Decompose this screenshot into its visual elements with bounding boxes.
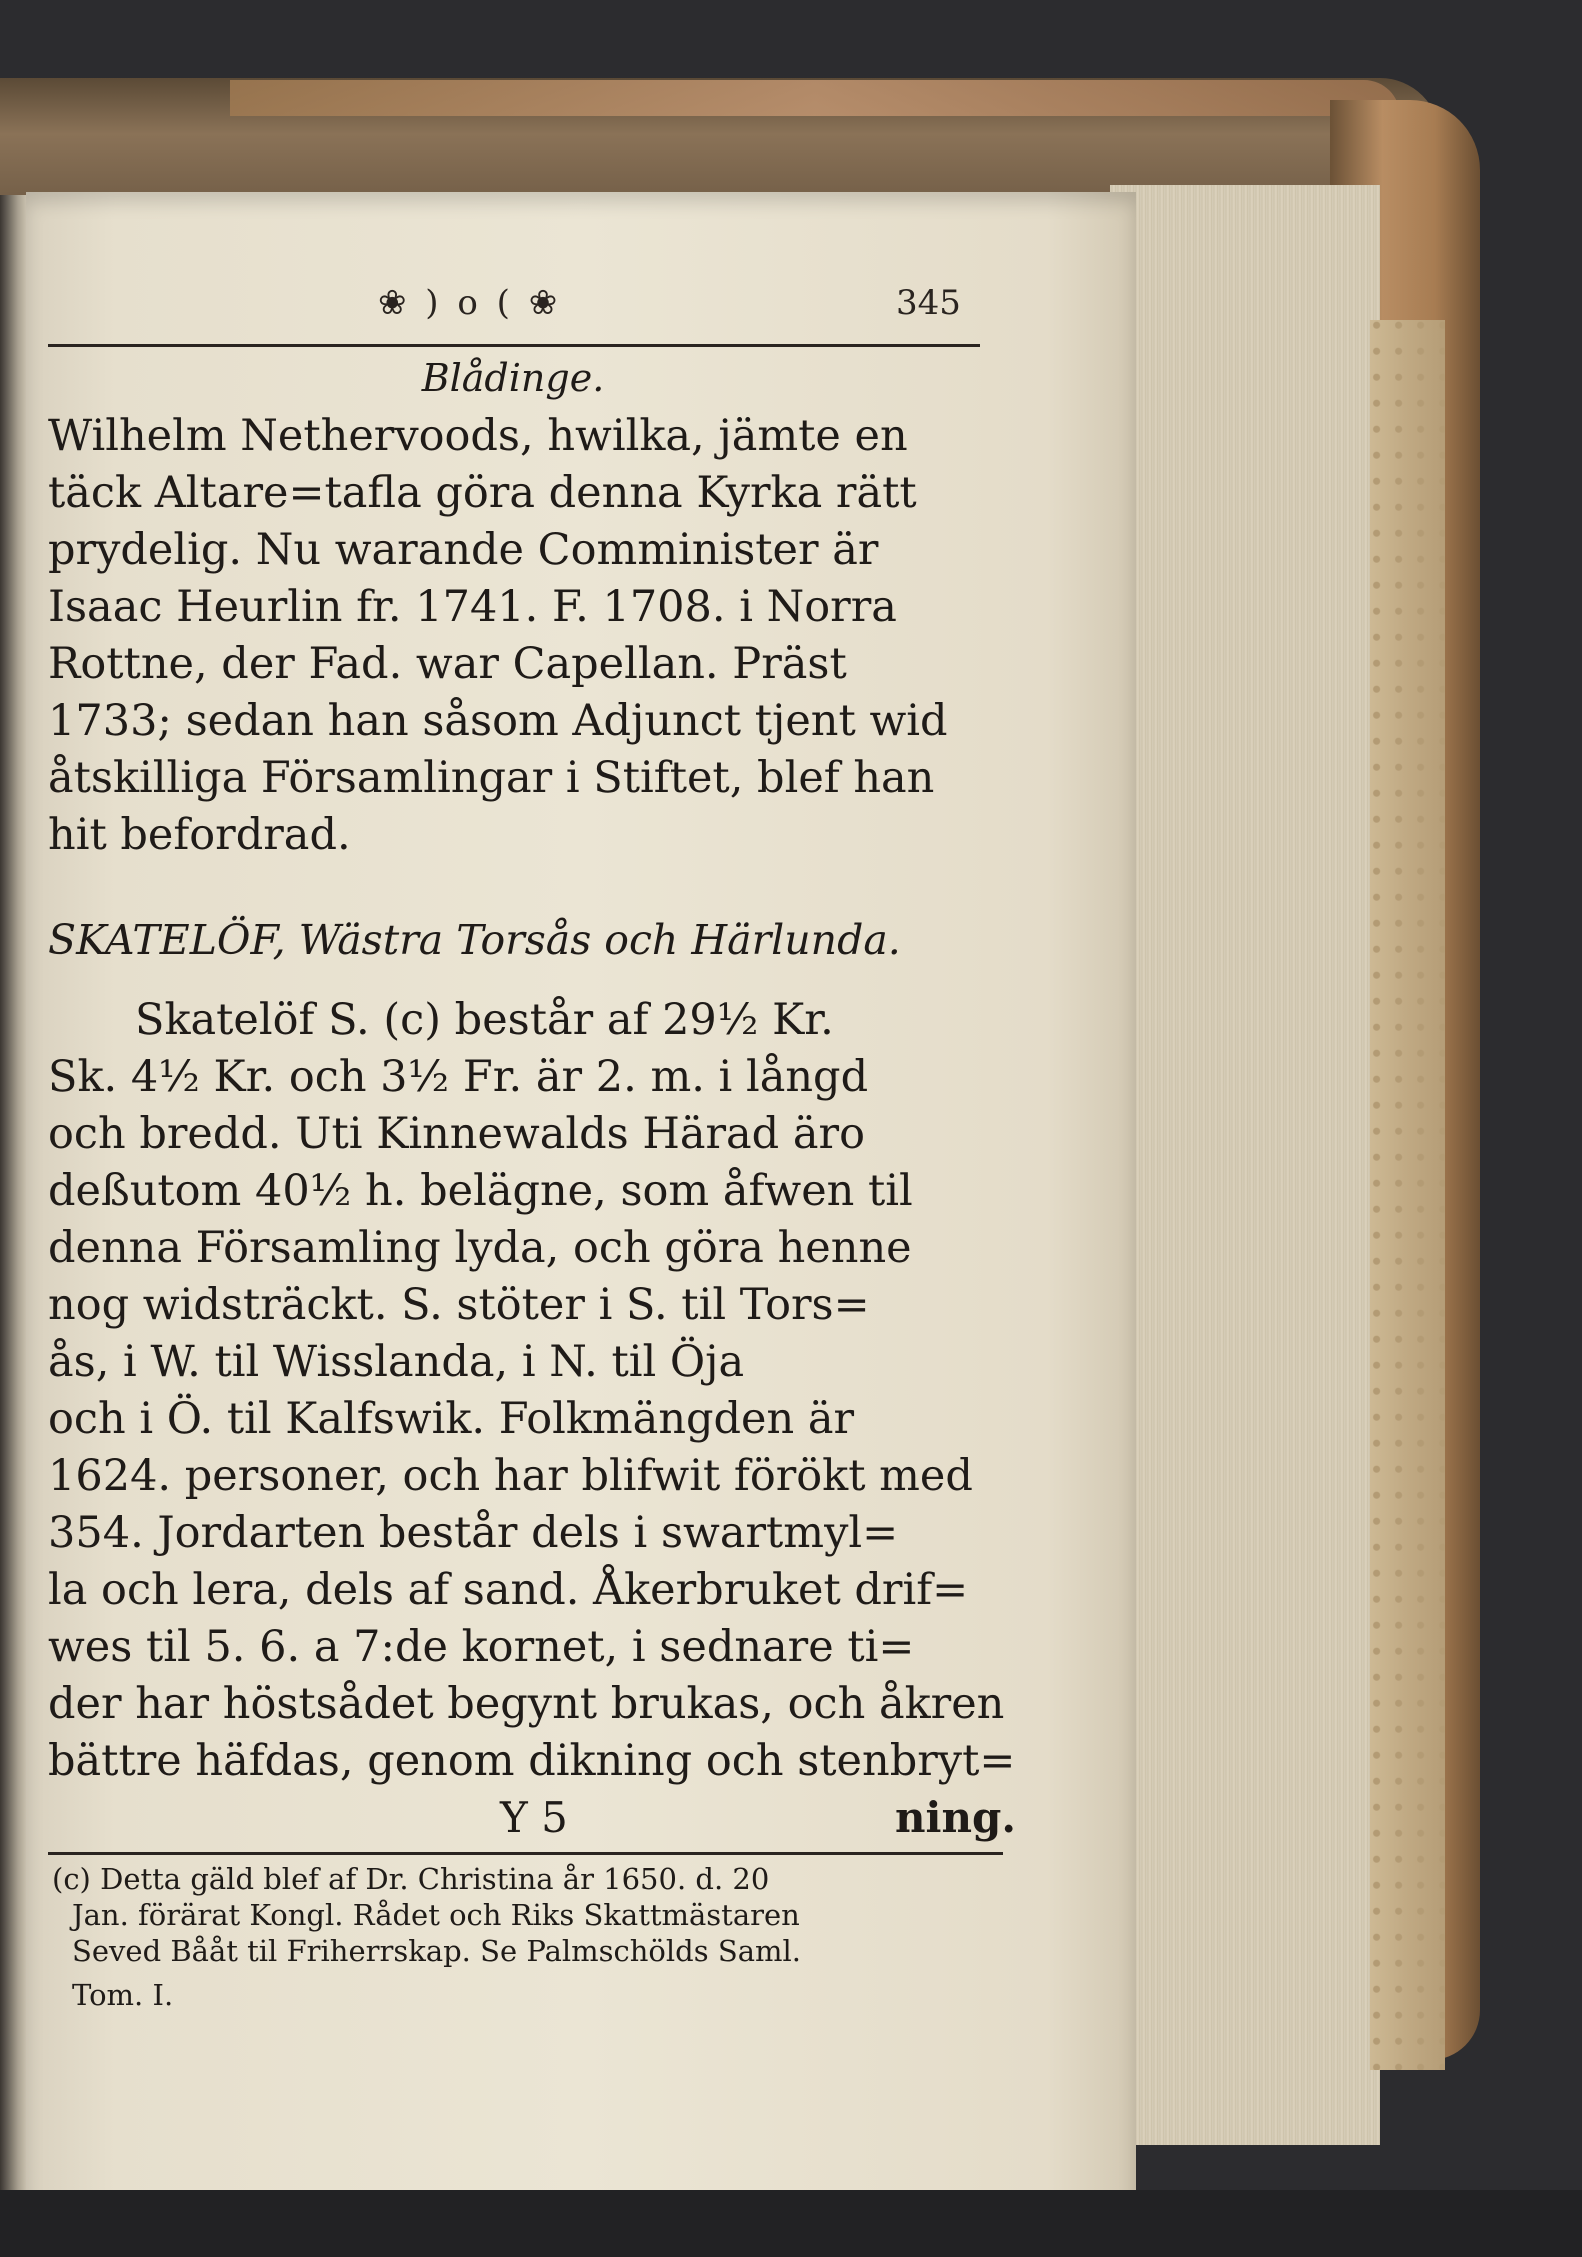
text-line: deßutom 40½ h. belägne, som åfwen til [48, 1166, 913, 1216]
text-line: 354. Jordarten består dels i swartmyl= [48, 1508, 899, 1558]
text-line: la och lera, dels af sand. Åkerbruket drif= [48, 1565, 969, 1615]
page-number: 345 [896, 283, 961, 323]
text-line: täck Altare=tafla göra denna Kyrka rätt [48, 468, 917, 518]
running-head-ornament: ❀ ) o ( ❀ [378, 283, 562, 323]
scan-bottom-border [0, 2190, 1582, 2257]
text-line: prydelig. Nu warande Comminister är [48, 525, 879, 575]
signature-mark: Y 5 [500, 1793, 568, 1842]
text-line: denna Församling lyda, och göra henne [48, 1223, 912, 1273]
catchword: ning. [895, 1793, 1017, 1842]
text-line: åtskilliga Församlingar i Stiftet, blef han [48, 753, 935, 803]
book-spine-top [230, 80, 1400, 116]
text-line: Rottne, der Fad. war Capellan. Präst [48, 639, 847, 689]
text-line: wes til 5. 6. a 7:de kornet, i sednare ti= [48, 1622, 915, 1672]
text-line: 1624. personer, och har blifwit förökt med [48, 1451, 973, 1501]
footnote-rule [48, 1852, 1003, 1855]
page-stack [1110, 185, 1380, 2145]
text-line: och bredd. Uti Kinnewalds Härad äro [48, 1109, 865, 1159]
footnote-line: (c) Detta gäld blef af Dr. Christina år 1650. d. 20 [52, 1862, 770, 1896]
footnote-line: Seved Bååt til Friherrskap. Se Palmschölds Saml. [72, 1934, 801, 1968]
section-title: Blådinge. [421, 356, 605, 400]
text-line: der har höstsådet begynt brukas, och åkren [48, 1679, 1005, 1729]
footnote-line: Jan. förärat Kongl. Rådet och Riks Skattmästaren [72, 1898, 800, 1932]
text-line: bättre häfdas, genom dikning och stenbryt= [48, 1736, 1016, 1786]
header-rule [48, 344, 980, 347]
text-line: Isaac Heurlin fr. 1741. F. 1708. i Norra [48, 582, 897, 632]
footnote-line: Tom. I. [72, 1978, 174, 2012]
parish-heading: SKATELÖF, Wästra Torsås och Härlunda. [48, 916, 901, 964]
text-line: 1733; sedan han såsom Adjunct tjent wid [48, 696, 948, 746]
page-edge-speckled [1370, 320, 1445, 2070]
page-header [48, 275, 978, 345]
text-line: Sk. 4½ Kr. och 3½ Fr. är 2. m. i långd [48, 1052, 869, 1102]
text-line: hit befordrad. [48, 810, 351, 860]
text-line: och i Ö. til Kalfswik. Folkmängden är [48, 1394, 855, 1444]
text-line: nog widsträckt. S. stöter i S. til Tors= [48, 1280, 870, 1330]
text-line: ås, i W. til Wisslanda, i N. til Öja [48, 1337, 745, 1387]
text-line: Wilhelm Nethervoods, hwilka, jämte en [48, 411, 908, 461]
text-line: Skatelöf S. (c) består af 29½ Kr. [135, 995, 834, 1045]
